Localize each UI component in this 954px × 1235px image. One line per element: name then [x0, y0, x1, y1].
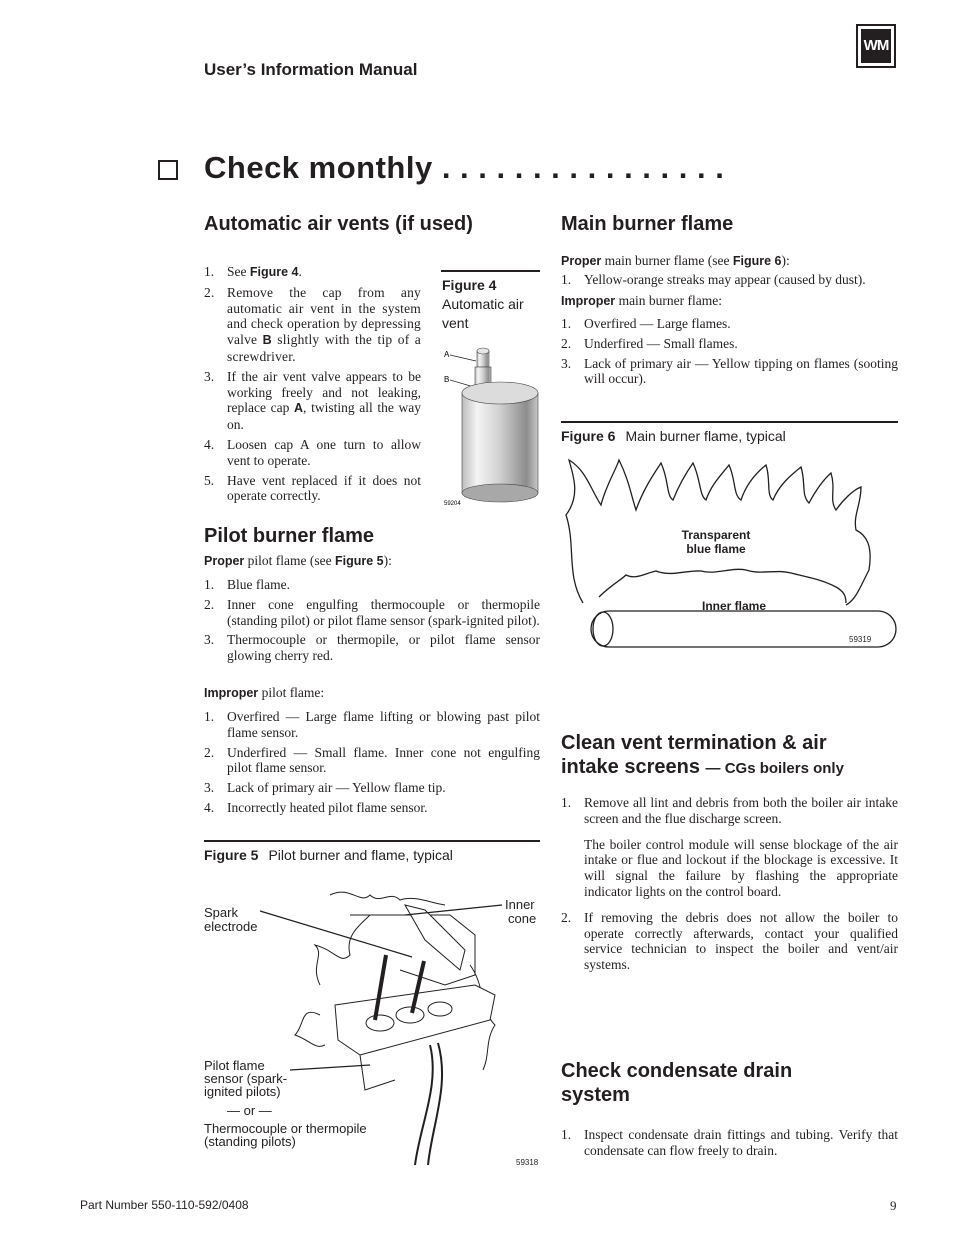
pilot-proper-line: Proper pilot flame (see Figure 5): — [204, 553, 392, 568]
list-item: 1. Remove all lint and debris from both the boiler air intake screen and the flue discharge screen. The boiler control module will sense blockage of the air intake or flue and lockout if the blockage is excessive. It will signal the failure by flashing the appropriate indicator lights on the control board. — [561, 795, 898, 899]
list-item: 1. Blue flame. — [204, 577, 290, 592]
list-item: 4. Incorrectly heated pilot flame sensor. — [204, 799, 428, 815]
main-improper-steps — [561, 316, 898, 391]
company-logo: WM — [856, 24, 896, 68]
air-vents-steps — [204, 264, 421, 508]
list-item: 1. Overfired — Large flames. — [561, 316, 731, 331]
list-item: 2. Remove the cap from any automatic air vent in the system and check operation by depressing valve B slightly with the tip of a screwdriver. — [204, 284, 421, 364]
vent-screens-note: The boiler control module will sense blockage of the air intake or flue and lockout if the blockage is excessive. It will signal the failure by flashing the appropriate indicator lights on the control board. — [584, 836, 898, 899]
list-item: 1. See Figure 4. — [204, 264, 302, 279]
part-number: Part Number 550-110-592/0408 — [80, 1198, 249, 1212]
list-item: 2. Underfired — Small flames. — [561, 335, 738, 351]
svg-text:59204: 59204 — [444, 501, 461, 507]
svg-text:sensor (spark-: sensor (spark- — [204, 1071, 288, 1086]
list-item: 2. If removing the debris does not allow the boiler to operate correctly afterwards, contact your qualified service technician to inspect the boiler and vent/air systems. — [561, 909, 898, 973]
list-item: 2. Underfired — Small flame. Inner cone not engulfing pilot flame sensor. — [204, 744, 540, 776]
list-item: 5. Have vent replaced if it does not operate correctly. — [204, 472, 421, 504]
svg-text:59319: 59319 — [849, 635, 872, 644]
svg-text:electrode: electrode — [204, 919, 258, 934]
air-vent-figure — [440, 345, 545, 510]
pilot-proper-steps — [204, 577, 540, 668]
list-item: 3. If the air vent valve appears to be working freely and not leaking, replace cap A, twisting all the way on. — [204, 368, 422, 433]
figure-4-caption: Figure 4 Automatic air vent — [442, 277, 524, 331]
svg-text:A: A — [444, 350, 450, 359]
svg-text:Thermocouple or thermopile: Thermocouple or thermopile — [204, 1121, 367, 1136]
figure-rule — [204, 840, 540, 842]
condensate-heading: Check condensate drain system — [561, 1060, 793, 1106]
list-item: 1. Inspect condensate drain fittings and tubing. Verify that condensate can flow freely to drain. — [561, 1127, 898, 1158]
list-item: 2. Inner cone engulfing thermocouple or thermopile (standing pilot) or pilot flame sensor (spark-ignited pilot). — [204, 596, 540, 628]
svg-text:Spark: Spark — [204, 905, 238, 920]
main-burner-figure — [561, 455, 903, 655]
svg-text:B: B — [444, 375, 450, 384]
pilot-improper-line: Improper pilot flame: — [204, 685, 325, 700]
svg-text:Inner: Inner — [505, 897, 535, 912]
svg-text:— or —: — or — — [227, 1103, 272, 1118]
list-item: 1. Yellow-orange streaks may appear (caused by dust). — [561, 272, 866, 287]
svg-text:Transparent: Transparent — [681, 528, 751, 542]
figure-rule — [561, 421, 898, 423]
main-improper-line: Improper main burner flame: — [561, 293, 723, 308]
list-item: 3. Lack of primary air — Yellow tipping on flames (sooting will occur). — [561, 355, 898, 387]
svg-text:59318: 59318 — [516, 1158, 539, 1167]
list-item: 1. Overfired — Large flame lifting or blowing past pilot flame sensor. — [204, 709, 540, 740]
svg-text:Inner flame: Inner flame — [701, 599, 767, 613]
manual-title: User’s Information Manual — [204, 60, 418, 79]
page-number: 9 — [890, 1198, 897, 1213]
svg-text:blue flame: blue flame — [686, 542, 746, 556]
checkbox-icon — [158, 160, 178, 180]
svg-text:(standing pilots): (standing pilots) — [204, 1134, 296, 1149]
vent-screens-steps — [561, 795, 898, 977]
svg-text:ignited pilots): ignited pilots) — [204, 1084, 281, 1099]
main-burner-heading: Main burner flame — [561, 213, 734, 235]
air-vents-heading: Automatic air vents (if used) — [204, 213, 473, 235]
pilot-improper-steps — [204, 709, 540, 820]
pilot-burner-figure — [200, 875, 545, 1170]
list-item: 3. Lack of primary air — Yellow flame tip. — [204, 780, 446, 796]
figure-6-caption: Figure 6 Main burner flame, typical — [561, 428, 786, 444]
svg-text:cone: cone — [508, 911, 537, 926]
figure-5-caption: Figure 5 Pilot burner and flame, typical — [204, 847, 453, 863]
figure-rule — [441, 270, 540, 272]
main-proper-line: Proper main burner flame (see Figure 6): — [561, 253, 790, 268]
list-item: 4. Loosen cap A one turn to allow vent to operate. — [204, 436, 421, 468]
pilot-heading: Pilot burner flame — [204, 525, 375, 547]
svg-text:Pilot flame: Pilot flame — [204, 1058, 265, 1073]
condensate-steps — [561, 1127, 898, 1163]
main-proper-steps — [561, 272, 898, 292]
vent-screens-heading: Clean vent termination & air intake screens — CGs boilers only — [561, 732, 844, 778]
page-heading: Check monthly . . . . . . . . . . . . . . . . — [204, 150, 725, 185]
list-item: 3. Thermocouple or thermopile, or pilot flame sensor glowing cherry red. — [204, 632, 540, 664]
